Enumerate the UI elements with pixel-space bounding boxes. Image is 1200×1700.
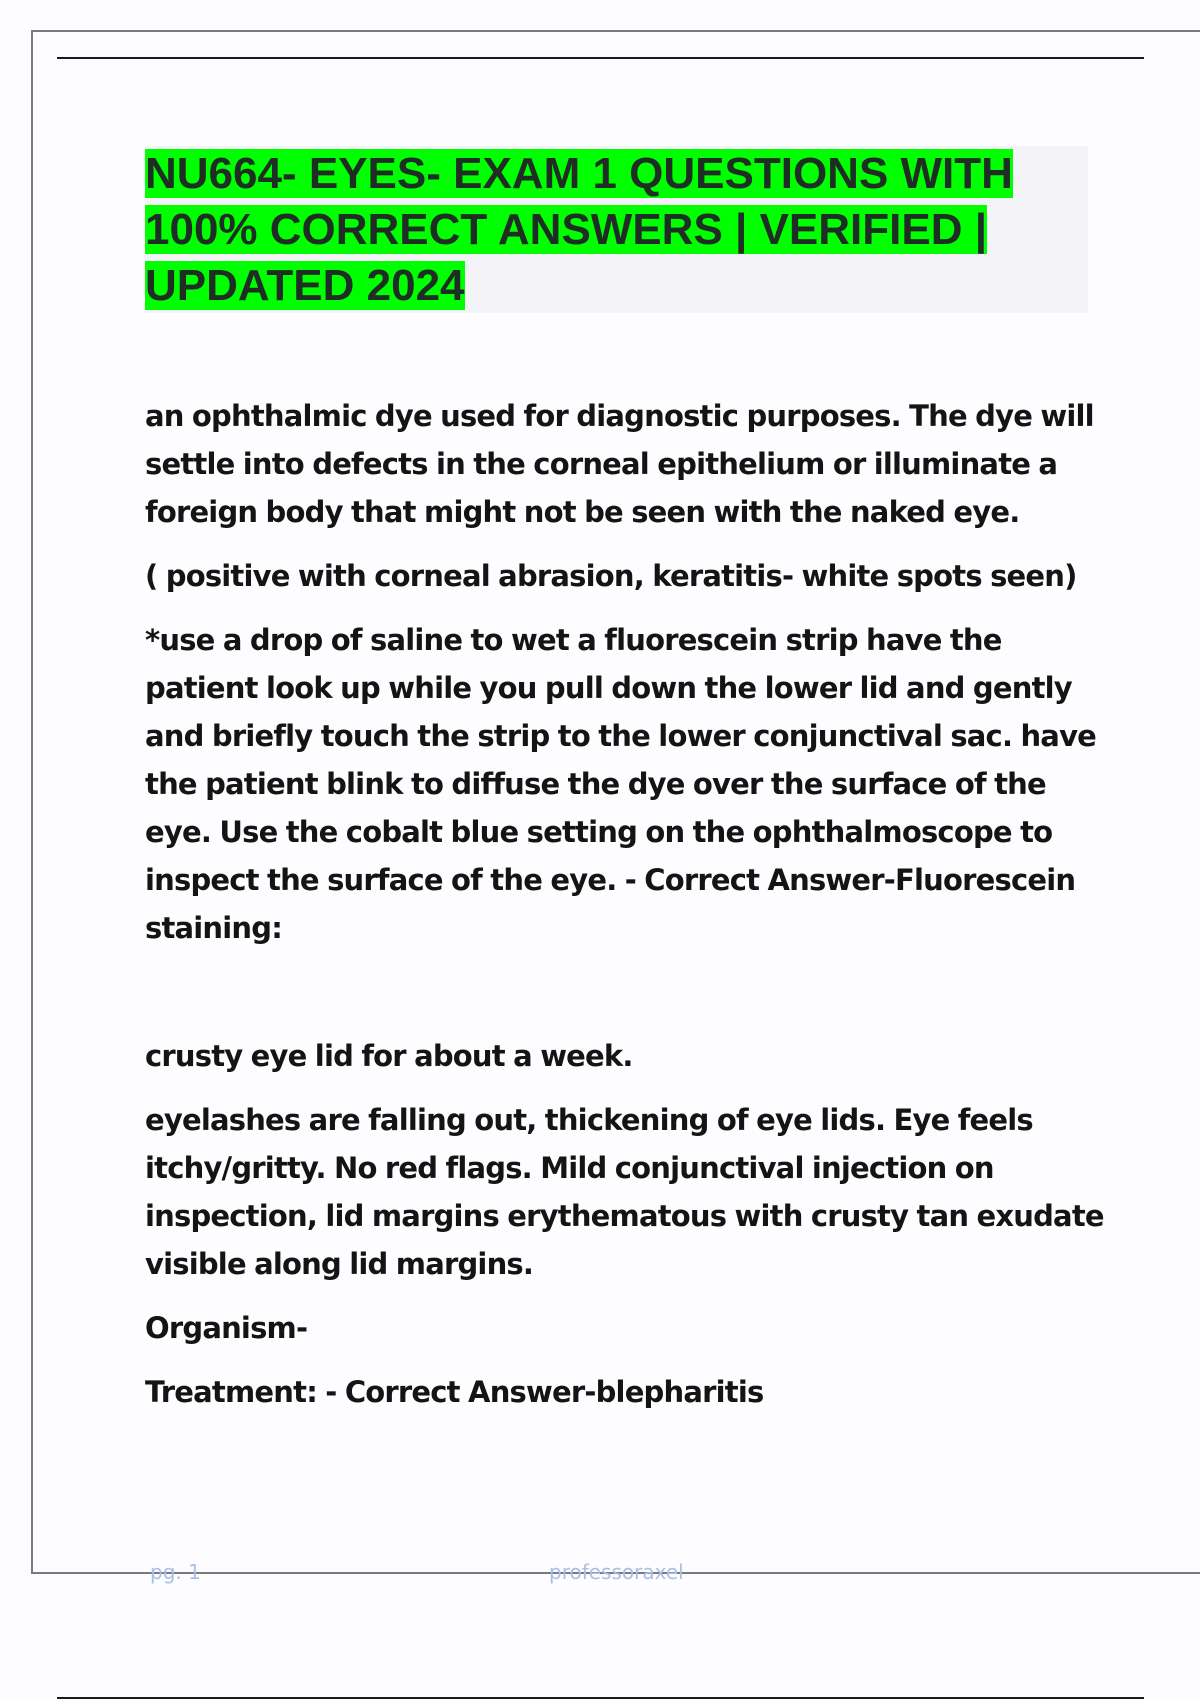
paragraph-organism: Organism- xyxy=(145,1311,308,1345)
footer-page-number: pg. 1 xyxy=(150,1560,201,1584)
paragraph-eyelash-symptoms: eyelashes are falling out, thickening of eye lids. Eye feels itchy/gritty. No red flags. Mild conjunctival injection on inspection, lid margins erythematous with crusty tan exudate visible along lid margins. xyxy=(145,1103,1104,1281)
footer-author: professoraxel xyxy=(549,1560,684,1584)
footer-rule xyxy=(57,1697,1144,1699)
paragraph-positive-findings: ( positive with corneal abrasion, keratitis- white spots seen) xyxy=(145,559,1077,593)
paragraph-fluorescein-answer: *use a drop of saline to wet a fluorescein strip have the patient look up while you pull down the lower lid and gently and briefly touch the strip to the lower conjunctival sac. have the patient blink to diffuse the dye over the surface of the eye. Use the cobalt blue setting on the ophthalmoscope to inspect the surface of the eye. - Correct Answer-Fluorescein staining: xyxy=(145,623,1097,945)
document-title xyxy=(145,146,1095,314)
document-body xyxy=(145,392,1105,1432)
paragraph-dye-description: an ophthalmic dye used for diagnostic purposes. The dye will settle into defects in the corneal epithelium or illuminate a foreign body that might not be seen with the naked eye. xyxy=(145,399,1094,529)
header-rule xyxy=(57,57,1144,59)
paragraph-blepharitis-answer: Treatment: - Correct Answer-blepharitis xyxy=(145,1375,764,1409)
title-highlight: NU664- EYES- EXAM 1 QUESTIONS WITH 100% CORRECT ANSWERS | VERIFIED | UPDATED 2024 xyxy=(145,149,1013,310)
paragraph-crusty-lid: crusty eye lid for about a week. xyxy=(145,1039,633,1073)
